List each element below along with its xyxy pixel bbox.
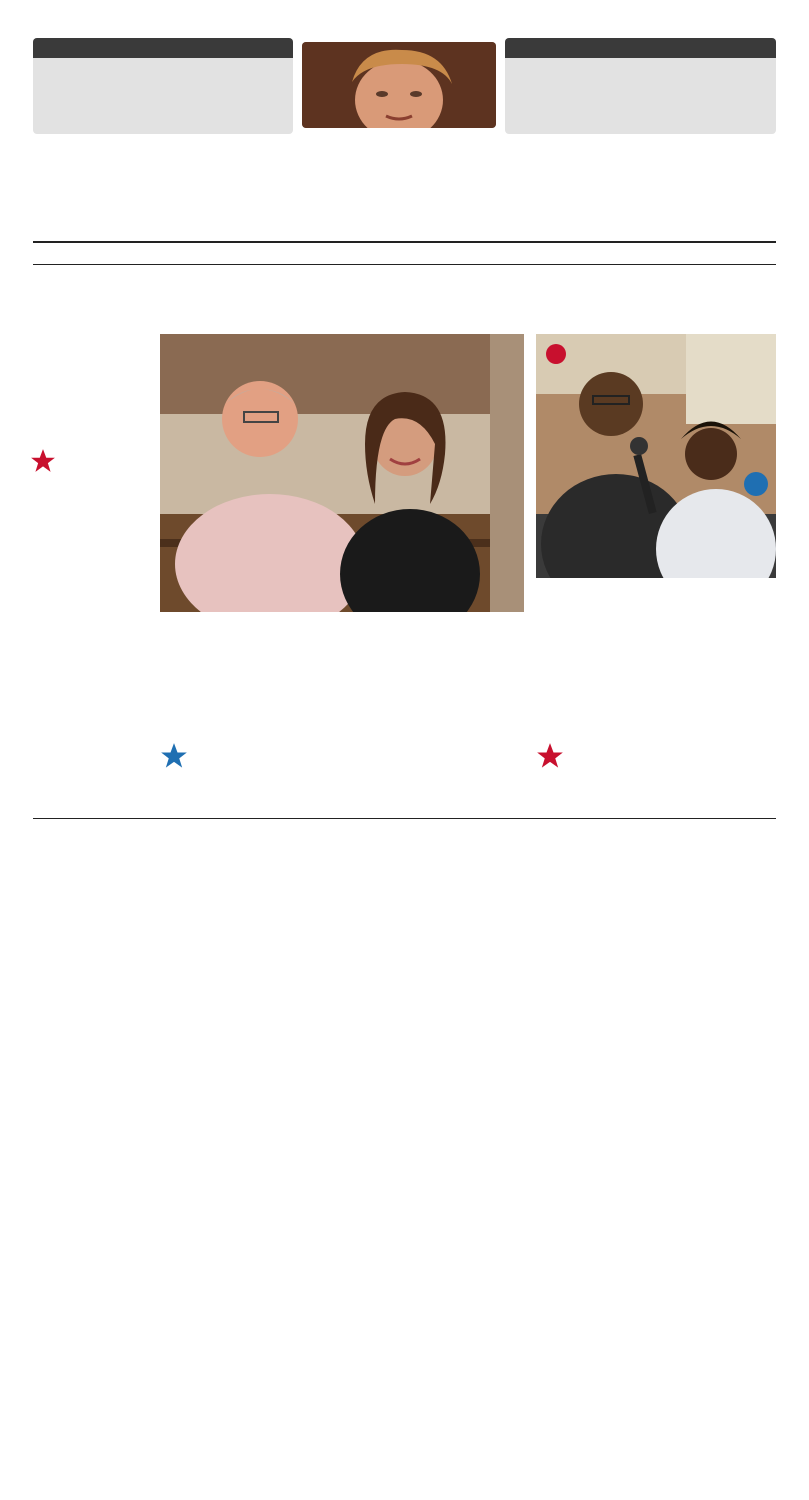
masthead-title	[30, 138, 780, 234]
dupree-column-1	[536, 738, 650, 960]
teaser-sports-tag	[33, 38, 293, 58]
main-photo[interactable]	[160, 334, 524, 612]
teaser-local-tag	[505, 38, 776, 58]
dupree-column-2	[657, 704, 776, 960]
lead-body	[33, 430, 153, 760]
hardy-paragraphs-1	[160, 738, 282, 960]
election-results-box	[401, 704, 521, 962]
teaser-sports[interactable]	[33, 38, 293, 134]
teaser-local[interactable]	[505, 38, 776, 134]
teaser-photo-summitt[interactable]	[302, 42, 496, 128]
dupree-photo[interactable]	[536, 334, 776, 578]
hardy-paragraphs-2	[287, 704, 397, 960]
